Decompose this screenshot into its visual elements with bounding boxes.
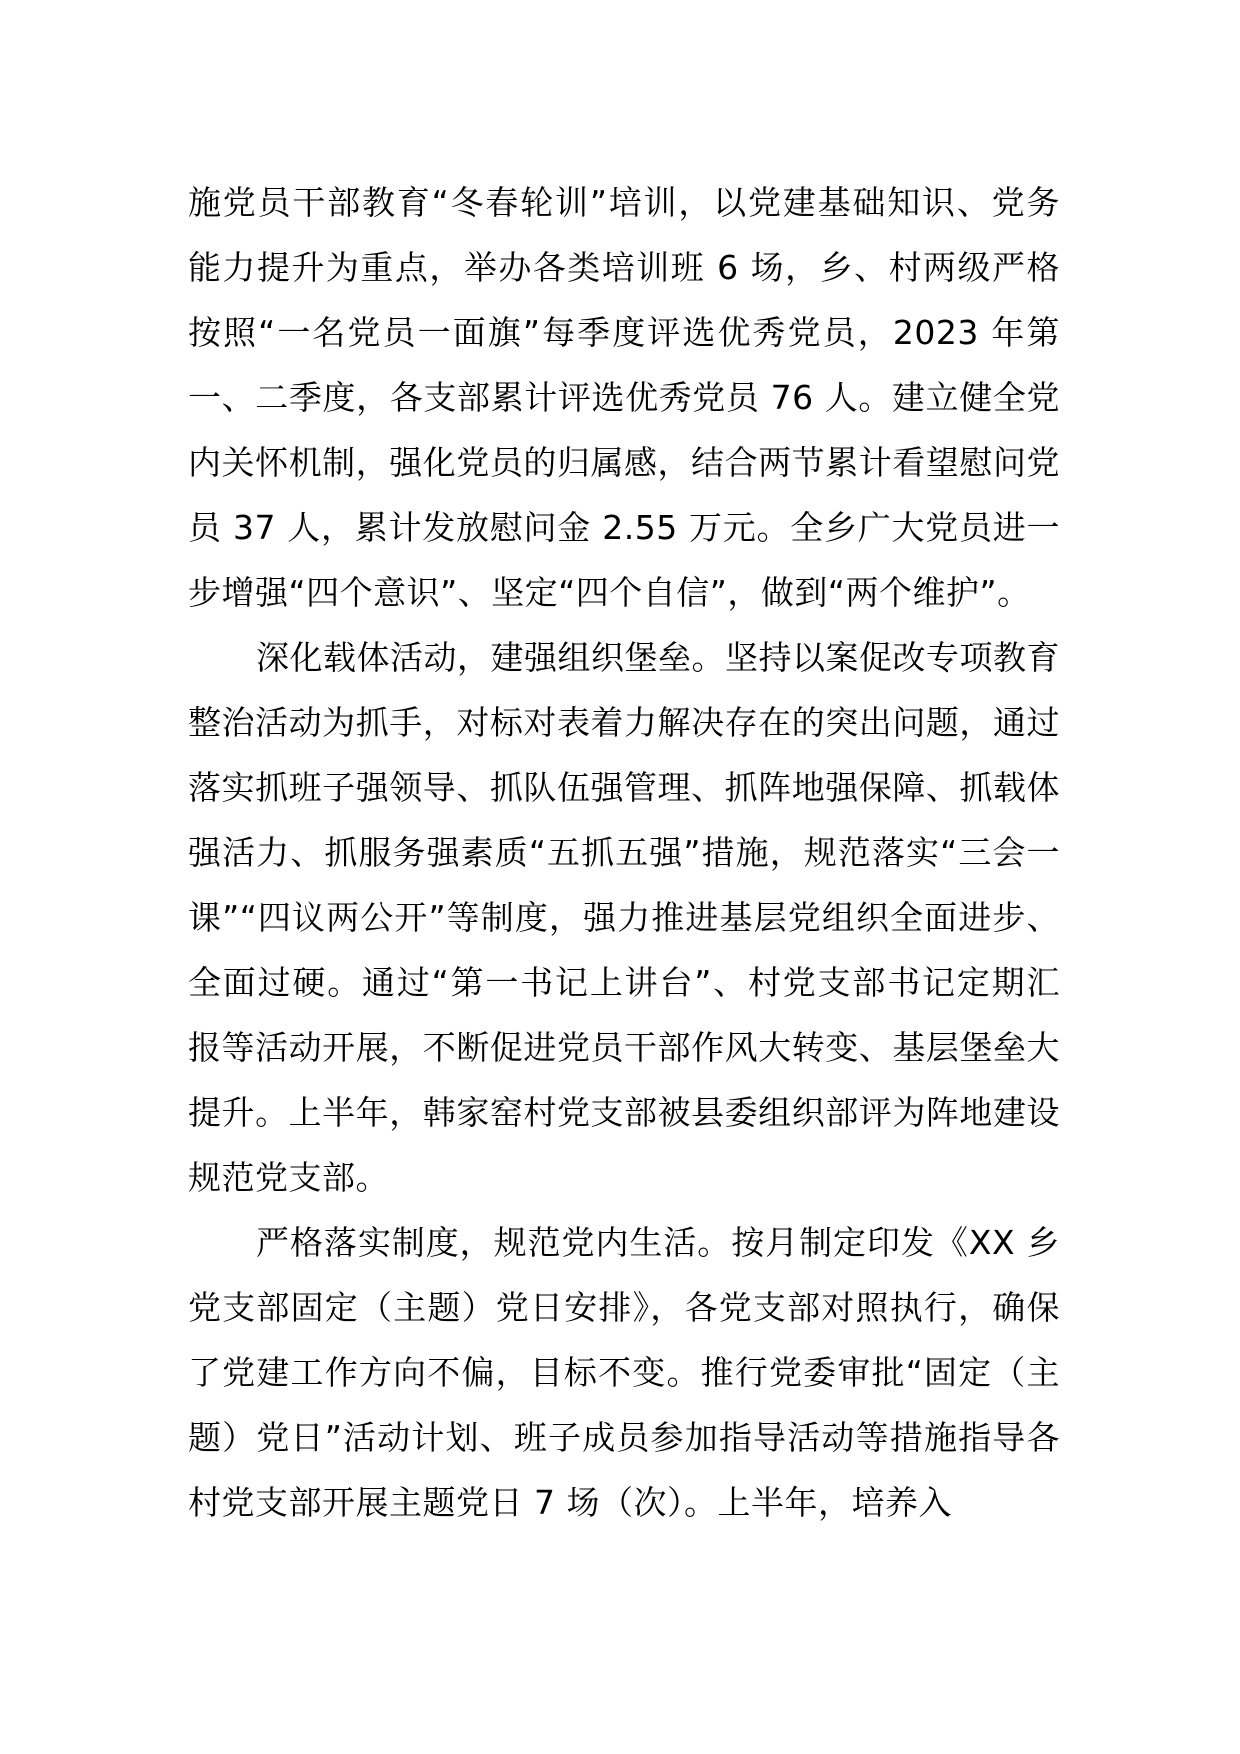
paragraph-party-training: 施党员干部教育“冬春轮训”培训，以党建基础知识、党务能力提升为重点，举办各类培训班 6 场，乡、村两级严格按照“一名党员一面旗”每季度评选优秀党员，2023 年第一、二季度，各支部累计评选优秀党员 76 人。建立健全党内关怀机制，强化党员的归属感，结合两节累计看望慰问党员 37 人，累计发放慰问金 2.55 万元。全乡广大党员进一步增强“四个意识”、坚定“四个自信”，做到“两个维护”。 xyxy=(188,183,1060,612)
paragraph-party-life-system: 严格落实制度，规范党内生活。按月制定印发《XX 乡党支部固定（主题）党日安排》，各党支部对照执行，确保了党建工作方向不偏，目标不变。推行党委审批“固定（主题）党日”活动计划、班子成员参加指导活动等措施指导各村党支部开展主题党日 7 场（次）。上半年，培养入 xyxy=(188,1223,1060,1522)
document-body xyxy=(188,170,1060,1535)
paragraph-organization-building: 深化载体活动，建强组织堡垒。坚持以案促改专项教育整治活动为抓手，对标对表着力解决存在的突出问题，通过落实抓班子强领导、抓队伍强管理、抓阵地强保障、抓载体强活力、抓服务强素质“五抓五强”措施，规范落实“三会一课”“四议两公开”等制度，强力推进基层党组织全面进步、全面过硬。通过“第一书记上讲台”、村党支部书记定期汇报等活动开展，不断促进党员干部作风大转变、基层堡垒大提升。上半年，韩家窑村党支部被县委组织部评为阵地建设规范党支部。 xyxy=(188,638,1060,1197)
